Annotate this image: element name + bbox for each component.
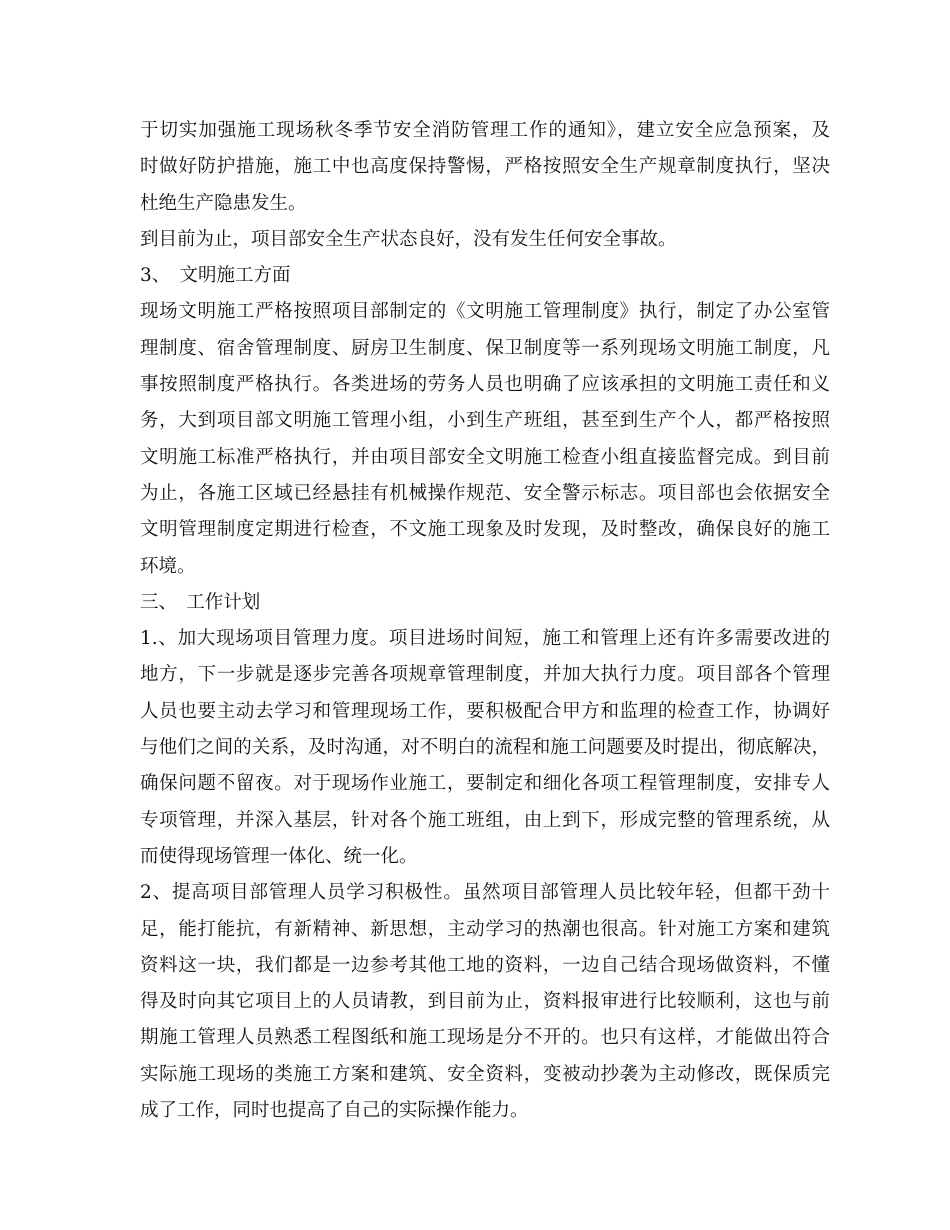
text-line: 人员也要主动去学习和管理现场工作，要积极配合甲方和监理的检查工作，协调好 — [140, 700, 830, 722]
text-line: 期施工管理人员熟悉工程图纸和施工现场是分不开的。也只有这样，才能做出符合 — [140, 1027, 830, 1049]
text-line: 为止，各施工区域已经悬挂有机械操作规范、安全警示标志。项目部也会依据安全 — [140, 482, 830, 504]
text-line: 务，大到项目部文明施工管理小组，小到生产班组，甚至到生产个人，都严格按照 — [140, 410, 830, 432]
text-line: 与他们之间的关系，及时沟通，对不明白的流程和施工问题要及时提出，彻底解决， — [140, 737, 830, 759]
text-line: 到目前为止，项目部安全生产状态良好，没有发生任何安全事故。 — [140, 228, 677, 250]
text-line: 现场文明施工严格按照项目部制定的《文明施工管理制度》执行，制定了办公室管 — [140, 301, 830, 323]
text-line: 地方，下一步就是逐步完善各项规章管理制度，并加大执行力度。项目部各个管理 — [140, 664, 830, 686]
text-line: 成了工作，同时也提高了自己的实际操作能力。 — [140, 1100, 529, 1122]
text-line: 实际施工现场的类施工方案和建筑、安全资料，变被动抄袭为主动修改，既保质完 — [140, 1063, 830, 1085]
text-line: 文明施工标准严格执行，并由项目部安全文明施工检查小组直接监督完成。到目前 — [140, 446, 830, 468]
text-line: 而使得现场管理一体化、统一化。 — [140, 845, 418, 867]
text-line: 得及时向其它项目上的人员请教，到目前为止，资料报审进行比较顺利，这也与前 — [140, 991, 830, 1013]
text-line: 文明管理制度定期进行检查，不文施工现象及时发现，及时整改，确保良好的施工 — [140, 519, 830, 541]
text-line: 2、提高项目部管理人员学习积极性。虽然项目部管理人员比较年轻，但都干劲十 — [140, 882, 830, 904]
text-line: 确保问题不留夜。对于现场作业施工，要制定和细化各项工程管理制度，安排专人 — [140, 773, 830, 795]
text-line: 于切实加强施工现场秋冬季节安全消防管理工作的通知》，建立安全应急预案，及 — [140, 120, 830, 141]
text-line: 杜绝生产隐患发生。 — [140, 192, 307, 214]
text-line: 资料这一块，我们都是一边参考其他工地的资料，一边自己结合现场做资料，不懂 — [140, 954, 830, 976]
text-line: 三、 工作计划 — [140, 591, 261, 613]
text-line: 事按照制度严格执行。各类进场的劳务人员也明确了应该承担的文明施工责任和义 — [140, 374, 830, 396]
text-line: 环境。 — [140, 555, 196, 577]
text-line: 足，能打能抗，有新精神、新思想，主动学习的热潮也很高。针对施工方案和建筑 — [140, 918, 830, 940]
text-line: 专项管理，并深入基层，针对各个施工班组，由上到下，形成完整的管理系统，从 — [140, 809, 830, 831]
text-line: 1.、加大现场项目管理力度。项目进场时间短，施工和管理上还有许多需要改进的 — [140, 628, 830, 650]
document-body — [140, 113, 830, 1129]
text-line: 理制度、宿舍管理制度、厨房卫生制度、保卫制度等一系列现场文明施工制度，凡 — [140, 337, 830, 359]
text-line: 3、 文明施工方面 — [140, 265, 291, 287]
text-line: 时做好防护措施，施工中也高度保持警惕，严格按照安全生产规章制度执行，坚决 — [140, 156, 830, 178]
